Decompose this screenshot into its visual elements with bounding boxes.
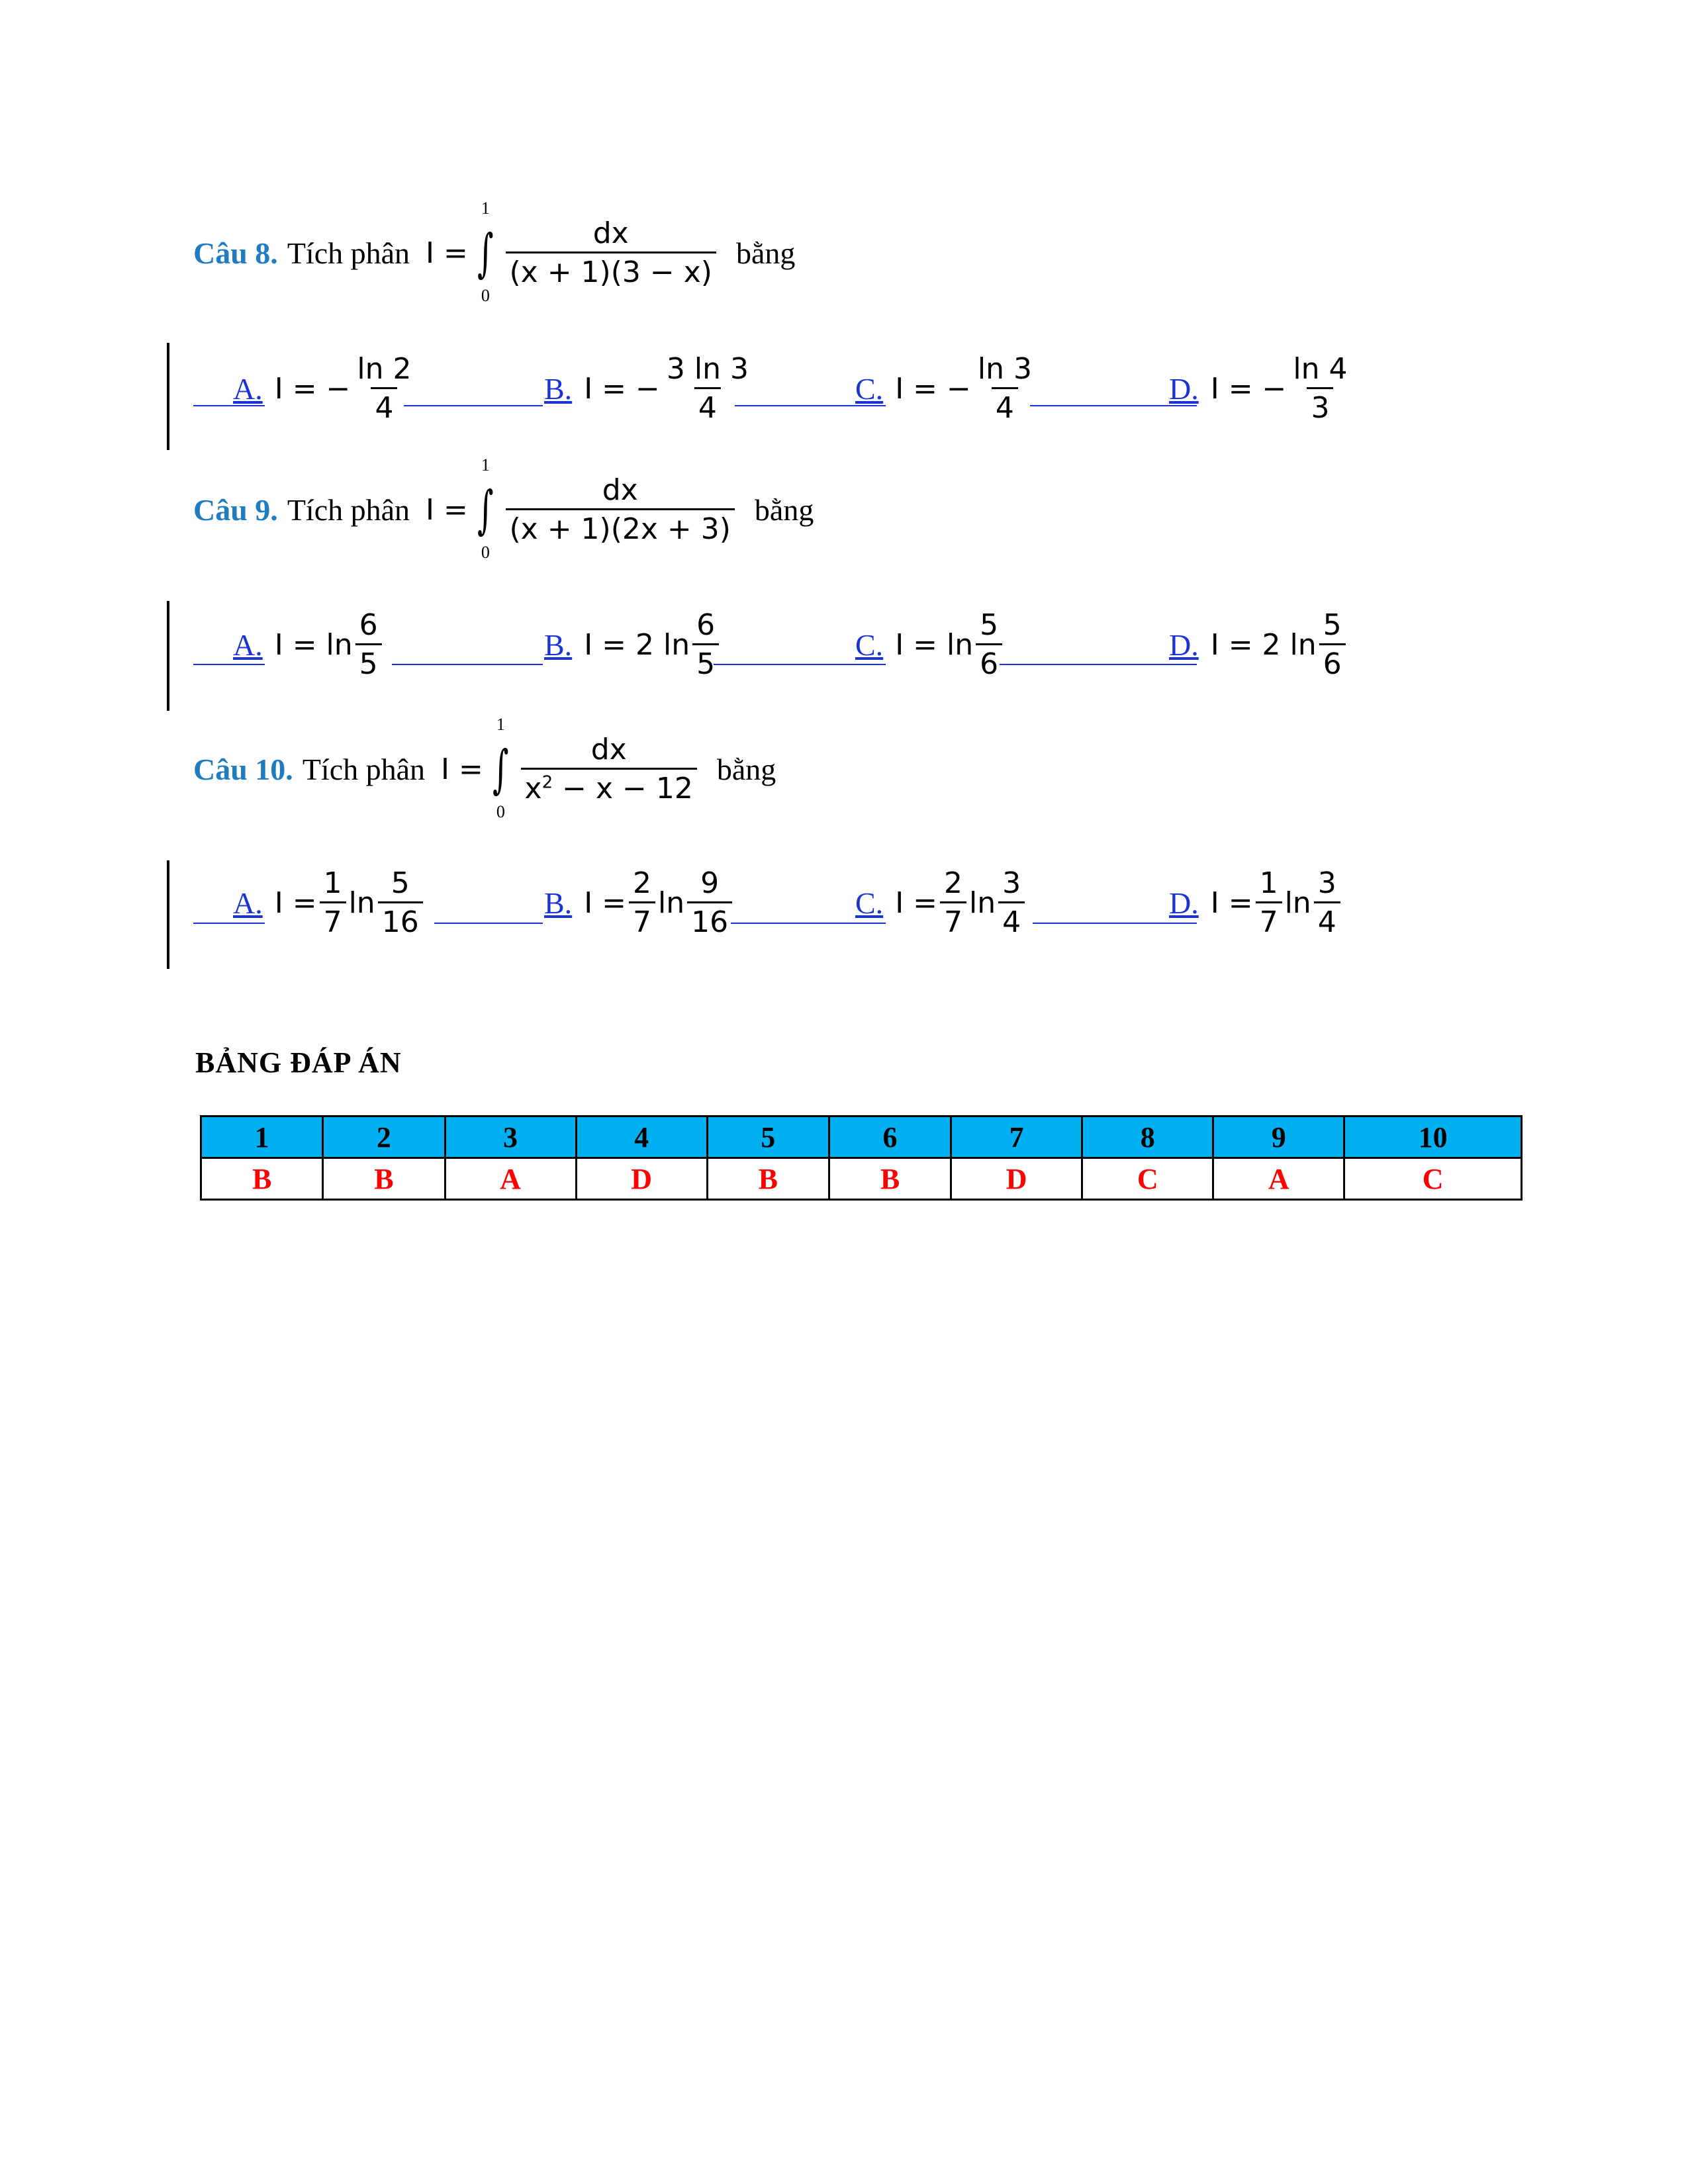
fraction-numerator: 9: [700, 866, 720, 900]
fraction-denominator: 4: [694, 387, 721, 424]
fraction-denominator: 5: [692, 643, 719, 680]
answer-key-answers-row: [201, 1158, 1522, 1200]
option-rule: [404, 405, 543, 406]
question-label: Câu 8.: [193, 236, 278, 271]
option-9-d[interactable]: [1169, 610, 1348, 680]
fraction-denominator: 6: [1319, 643, 1346, 680]
answer-cell: D: [576, 1158, 707, 1200]
option-8-d[interactable]: [1169, 354, 1354, 424]
fraction-numerator: 6: [696, 608, 716, 642]
fraction-denominator: 5: [355, 643, 382, 680]
answer-key-numbers-row: [201, 1116, 1522, 1158]
answer-cell: C: [1082, 1158, 1213, 1200]
fraction-numerator: 5: [980, 608, 999, 642]
answer-key-heading: BẢNG ĐÁP ÁN: [195, 1046, 402, 1079]
answer-bar: [167, 601, 169, 711]
integral-sign: ∫ 1 0: [477, 198, 494, 305]
ln-text: ln: [969, 886, 996, 921]
option-letter[interactable]: C.: [855, 372, 884, 406]
coefficient-fraction: [629, 868, 655, 938]
fraction-numerator: 6: [359, 608, 378, 642]
answer-cell: B: [707, 1158, 829, 1200]
option-prefix: I = −: [1210, 372, 1287, 406]
integrand-numerator: dx: [592, 216, 629, 250]
integrand-numerator: dx: [590, 733, 627, 766]
option-9-a[interactable]: [233, 610, 385, 680]
fraction-numerator: ln 4: [1293, 352, 1348, 386]
integral-lhs: I =: [426, 236, 468, 271]
option-fraction: [355, 610, 382, 680]
option-9-b[interactable]: [544, 610, 722, 680]
answer-cell: B: [829, 1158, 951, 1200]
option-fraction: [974, 354, 1036, 424]
upper-limit: 1: [496, 714, 505, 734]
fraction-denominator: 7: [940, 901, 966, 938]
fraction-numerator: ln 3: [977, 352, 1032, 386]
integrand-denominator: (x + 1)(2x + 3): [506, 508, 735, 545]
answer-key-table: [200, 1115, 1523, 1201]
option-8-c[interactable]: [855, 354, 1039, 424]
option-prefix: I =: [895, 886, 938, 921]
option-10-b[interactable]: [544, 868, 735, 938]
option-fraction: [687, 868, 732, 938]
option-fraction: [692, 610, 719, 680]
option-rule: [392, 664, 543, 665]
option-letter[interactable]: D.: [1169, 886, 1199, 921]
question-number-cell: 5: [707, 1116, 829, 1158]
question-number-cell: 10: [1344, 1116, 1522, 1158]
fraction-numerator: 5: [391, 866, 410, 900]
fraction-denominator: 4: [992, 387, 1018, 424]
option-fraction: [378, 868, 423, 938]
fraction-numerator: 5: [1323, 608, 1342, 642]
question-9: [193, 455, 814, 562]
fraction-numerator: 3: [1002, 866, 1021, 900]
question-number-cell: 1: [201, 1116, 323, 1158]
question-suffix: bằng: [716, 752, 776, 787]
fraction-denominator: 4: [998, 901, 1025, 938]
option-rule: [434, 923, 543, 924]
option-9-c[interactable]: [855, 610, 1005, 680]
fraction-numerator: 3: [1317, 866, 1336, 900]
option-prefix: I = 2 ln: [1210, 628, 1317, 662]
fraction-denominator: 7: [629, 901, 655, 938]
integral-sign: ∫ 1 0: [477, 455, 494, 562]
integrand-fraction: [506, 218, 716, 288]
coefficient-fraction: [320, 868, 346, 938]
option-letter[interactable]: C.: [855, 886, 884, 921]
fraction-denominator: 3: [1307, 387, 1333, 424]
question-number-cell: 9: [1213, 1116, 1344, 1158]
fraction-numerator: 2: [633, 866, 652, 900]
fraction-denominator: 6: [976, 643, 1002, 680]
fraction-numerator: 2: [944, 866, 963, 900]
option-letter[interactable]: A.: [233, 886, 263, 921]
question-number-cell: 8: [1082, 1116, 1213, 1158]
question-suffix: bằng: [754, 493, 814, 527]
answer-bar: [167, 343, 169, 450]
coefficient-fraction: [1256, 868, 1282, 938]
denominator-base: x: [524, 772, 542, 806]
lower-limit: 0: [481, 542, 490, 562]
option-prefix: I = 2 ln: [584, 628, 690, 662]
question-10: [193, 714, 776, 821]
option-8-a[interactable]: [233, 354, 418, 424]
lower-limit: 0: [496, 801, 505, 821]
integrand-numerator: dx: [602, 473, 638, 507]
option-fraction: [998, 868, 1025, 938]
option-10-a[interactable]: [233, 868, 426, 938]
option-letter[interactable]: B.: [544, 886, 573, 921]
question-text: Tích phân: [287, 493, 410, 527]
ln-text: ln: [658, 886, 685, 921]
question-number-cell: 3: [445, 1116, 576, 1158]
answer-cell: A: [1213, 1158, 1344, 1200]
fraction-denominator: 7: [1256, 901, 1282, 938]
question-label: Câu 10.: [193, 752, 293, 787]
integral-sign: ∫ 1 0: [492, 714, 509, 821]
question-text: Tích phân: [302, 752, 426, 787]
option-letter[interactable]: A.: [233, 628, 263, 662]
answer-bar: [167, 860, 169, 969]
lower-limit: 0: [481, 285, 490, 305]
integral-lhs: I =: [426, 493, 468, 527]
fraction-numerator: ln 2: [357, 352, 412, 386]
question-suffix: bằng: [735, 236, 796, 271]
option-fraction: [1289, 354, 1351, 424]
question-label: Câu 9.: [193, 493, 278, 527]
integrand-fraction: [521, 735, 697, 804]
integrand-denominator: (x + 1)(3 − x): [506, 251, 716, 288]
option-prefix: I =: [274, 886, 317, 921]
fraction-denominator: 4: [1314, 901, 1340, 938]
coefficient-fraction: [940, 868, 966, 938]
answer-cell: B: [323, 1158, 445, 1200]
option-prefix: I = ln: [895, 628, 974, 662]
question-number-cell: 7: [951, 1116, 1082, 1158]
fraction-numerator: 1: [323, 866, 342, 900]
option-fraction: [976, 610, 1002, 680]
option-letter[interactable]: C.: [855, 628, 884, 662]
option-prefix: I =: [1210, 886, 1253, 921]
option-fraction: [663, 354, 753, 424]
fraction-numerator: 1: [1259, 866, 1278, 900]
answer-cell: B: [201, 1158, 323, 1200]
option-letter[interactable]: B.: [544, 372, 573, 406]
question-number-cell: 4: [576, 1116, 707, 1158]
option-rule: [1000, 664, 1197, 665]
option-prefix: I =: [584, 886, 627, 921]
option-8-b[interactable]: [544, 354, 755, 424]
fraction-denominator: 4: [371, 387, 397, 424]
question-number-cell: 2: [323, 1116, 445, 1158]
denominator-rest: − x − 12: [553, 772, 693, 806]
ln-text: ln: [1284, 886, 1311, 921]
integral-lhs: I =: [441, 752, 483, 787]
option-fraction: [1319, 610, 1346, 680]
answer-cell: C: [1344, 1158, 1522, 1200]
fraction-numerator: 3 ln 3: [666, 352, 749, 386]
fraction-denominator: 16: [378, 901, 423, 938]
fraction-denominator: 16: [687, 901, 732, 938]
option-letter[interactable]: A.: [233, 372, 263, 406]
option-prefix: I = −: [274, 372, 351, 406]
fraction-denominator: 7: [320, 901, 346, 938]
question-8: [193, 198, 796, 305]
option-prefix: I = −: [895, 372, 971, 406]
question-number-cell: 6: [829, 1116, 951, 1158]
option-letter[interactable]: D.: [1169, 628, 1199, 662]
question-text: Tích phân: [287, 236, 410, 271]
option-10-c[interactable]: [855, 868, 1027, 938]
upper-limit: 1: [481, 455, 490, 475]
upper-limit: 1: [481, 198, 490, 218]
answer-cell: A: [445, 1158, 576, 1200]
option-10-d[interactable]: [1169, 868, 1343, 938]
option-fraction: [1314, 868, 1340, 938]
integrand-denominator: [521, 768, 697, 804]
option-letter[interactable]: B.: [544, 628, 573, 662]
integrand-fraction: [506, 475, 735, 545]
option-letter[interactable]: D.: [1169, 372, 1199, 406]
option-fraction: [353, 354, 415, 424]
answer-cell: D: [951, 1158, 1082, 1200]
option-prefix: I = −: [584, 372, 660, 406]
option-prefix: I = ln: [274, 628, 353, 662]
ln-text: ln: [348, 886, 375, 921]
denominator-exponent: 2: [541, 772, 553, 793]
